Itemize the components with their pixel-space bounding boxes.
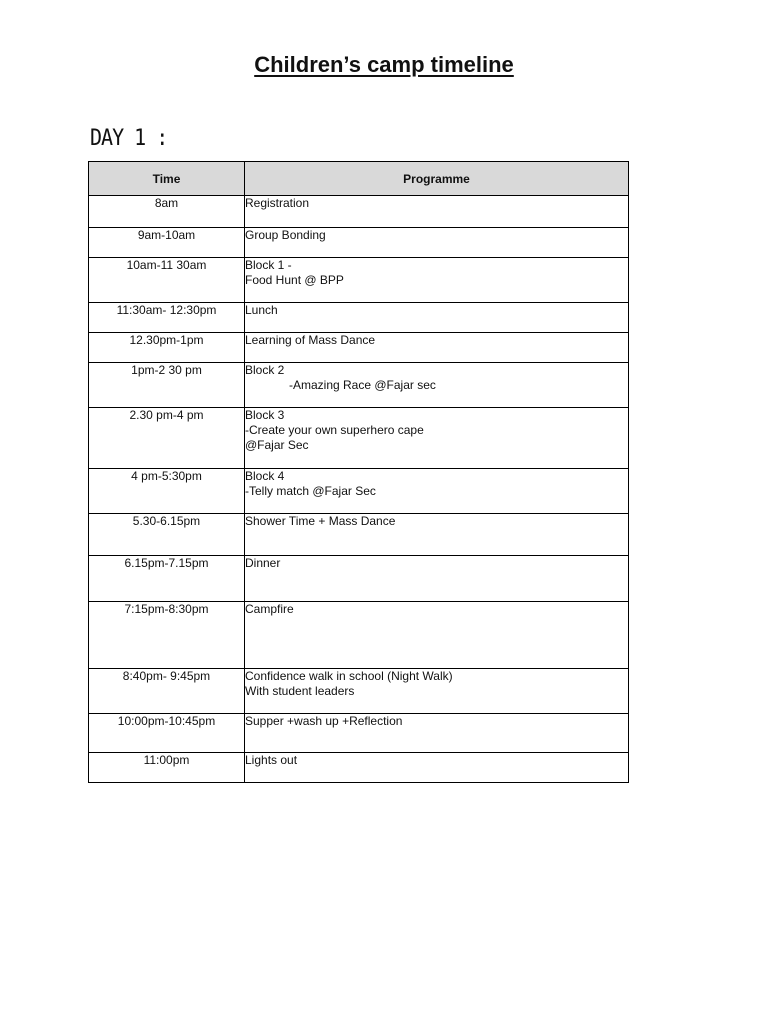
programme-line: -Create your own superhero cape — [245, 423, 424, 437]
table-row — [89, 669, 629, 714]
time-cell: 4 pm-5:30pm — [89, 469, 245, 514]
table-row — [89, 333, 629, 363]
programme-line: Block 4 — [245, 469, 285, 483]
programme-line: Block 1 - — [245, 258, 292, 272]
time-cell: 5.30-6.15pm — [89, 514, 245, 556]
header-time: Time — [89, 162, 245, 196]
header-programme: Programme — [245, 162, 629, 196]
table-row — [89, 602, 629, 669]
programme-line: Lights out — [245, 753, 298, 767]
table-row — [89, 228, 629, 258]
programme-cell — [245, 258, 629, 303]
programme-line: Dinner — [245, 556, 281, 570]
table-row — [89, 753, 629, 783]
programme-line: Supper +wash up +Reflection — [245, 714, 403, 728]
programme-cell — [245, 669, 629, 714]
programme-line: Shower Time + Mass Dance — [245, 514, 396, 528]
programme-cell — [245, 753, 629, 783]
programme-line: -Telly match @Fajar Sec — [245, 484, 376, 498]
programme-line: Block 3 — [245, 408, 285, 422]
programme-cell — [245, 556, 629, 602]
programme-cell — [245, 602, 629, 669]
time-cell: 12.30pm-1pm — [89, 333, 245, 363]
document-title: Children’s camp timeline — [254, 52, 514, 77]
programme-cell — [245, 333, 629, 363]
programme-cell — [245, 363, 629, 408]
table-row — [89, 408, 629, 469]
time-cell: 9am-10am — [89, 228, 245, 258]
table-row — [89, 363, 629, 408]
programme-line: @Fajar Sec — [245, 438, 309, 452]
programme-line: Block 2 — [245, 363, 285, 377]
day-heading: DAY 1 : — [90, 124, 168, 151]
table-row — [89, 514, 629, 556]
time-cell: 6.15pm-7.15pm — [89, 556, 245, 602]
time-cell: 11:30am- 12:30pm — [89, 303, 245, 333]
table-row — [89, 196, 629, 228]
time-cell: 10am-11 30am — [89, 258, 245, 303]
time-cell: 11:00pm — [89, 753, 245, 783]
table-header-row — [89, 162, 629, 196]
time-cell: 10:00pm-10:45pm — [89, 714, 245, 753]
table-row — [89, 258, 629, 303]
time-cell: 1pm-2 30 pm — [89, 363, 245, 408]
programme-cell — [245, 303, 629, 333]
table-row — [89, 714, 629, 753]
programme-line: Food Hunt @ BPP — [245, 273, 344, 287]
time-cell: 7:15pm-8:30pm — [89, 602, 245, 669]
programme-line: Group Bonding — [245, 228, 326, 242]
table-row — [89, 303, 629, 333]
programme-line: Confidence walk in school (Night Walk) — [245, 669, 453, 683]
programme-line: Learning of Mass Dance — [245, 333, 376, 347]
programme-line: Campfire — [245, 602, 294, 616]
programme-line: Registration — [245, 196, 310, 210]
programme-line: With student leaders — [245, 684, 355, 698]
programme-line: Lunch — [245, 303, 278, 317]
programme-cell — [245, 408, 629, 469]
programme-cell — [245, 514, 629, 556]
table-row — [89, 469, 629, 514]
programme-cell — [245, 196, 629, 228]
time-cell: 8am — [89, 196, 245, 228]
programme-cell — [245, 228, 629, 258]
programme-cell — [245, 714, 629, 753]
programme-cell — [245, 469, 629, 514]
time-cell: 2.30 pm-4 pm — [89, 408, 245, 469]
schedule-table — [88, 161, 629, 783]
table-row — [89, 556, 629, 602]
programme-line: -Amazing Race @Fajar sec — [289, 378, 436, 392]
time-cell: 8:40pm- 9:45pm — [89, 669, 245, 714]
